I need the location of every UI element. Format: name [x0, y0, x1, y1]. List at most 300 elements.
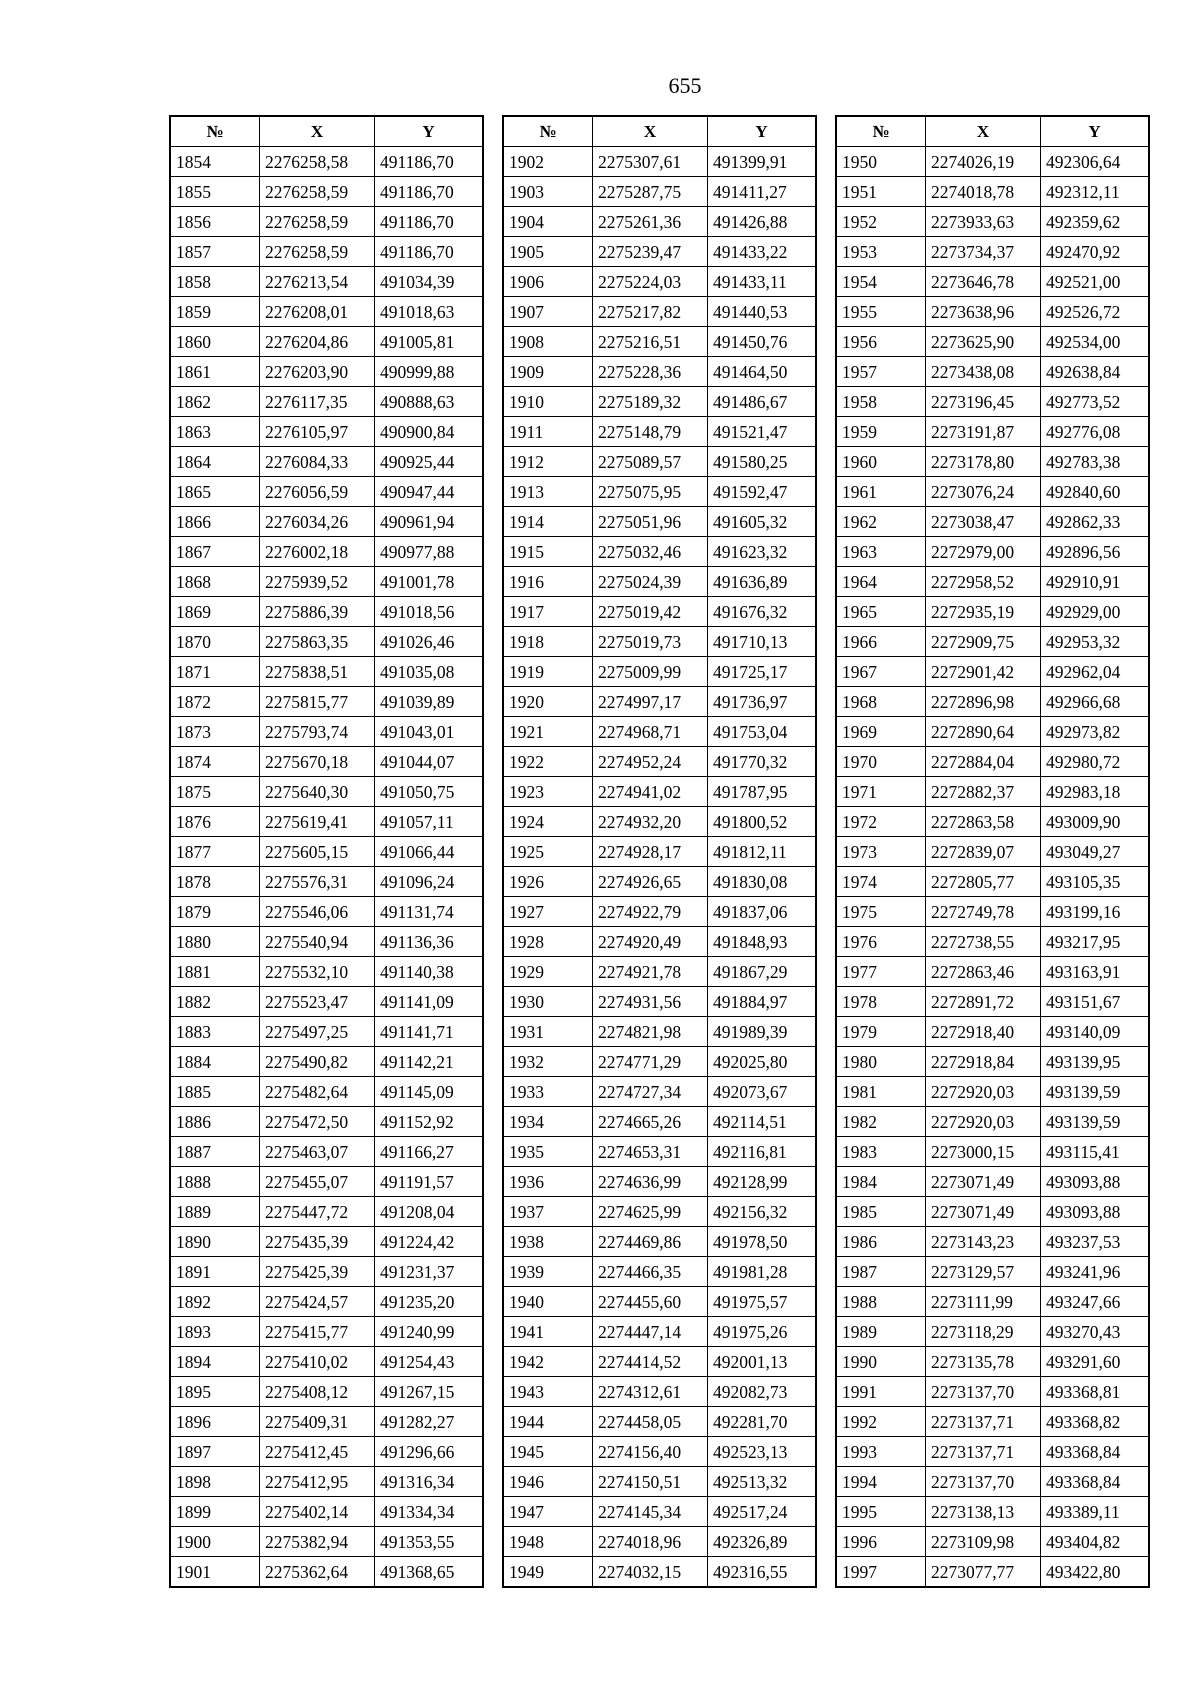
point-number-cell: 1883	[171, 1017, 260, 1047]
y-coordinate-cell: 491005,81	[375, 327, 483, 357]
point-number-cell: 1931	[504, 1017, 593, 1047]
point-number-cell: 1996	[837, 1527, 926, 1557]
point-number-cell: 1922	[504, 747, 593, 777]
y-coordinate-cell: 492773,52	[1041, 387, 1149, 417]
x-coordinate-cell: 2273178,80	[926, 447, 1041, 477]
table-row	[171, 1047, 483, 1077]
point-number-cell: 1872	[171, 687, 260, 717]
table-row	[504, 297, 816, 327]
point-number-cell: 1887	[171, 1137, 260, 1167]
x-coordinate-cell: 2274026,19	[926, 147, 1041, 177]
table-row	[837, 1017, 1149, 1047]
table-row	[837, 1497, 1149, 1527]
table-row	[837, 1557, 1149, 1587]
point-number-cell: 1967	[837, 657, 926, 687]
y-coordinate-cell: 491152,92	[375, 1107, 483, 1137]
point-number-cell: 1917	[504, 597, 593, 627]
point-number-cell: 1856	[171, 207, 260, 237]
y-coordinate-cell: 492966,68	[1041, 687, 1149, 717]
y-coordinate-cell: 491224,42	[375, 1227, 483, 1257]
point-number-cell: 1878	[171, 867, 260, 897]
y-coordinate-cell: 493139,95	[1041, 1047, 1149, 1077]
point-number-cell: 1855	[171, 177, 260, 207]
point-number-cell: 1871	[171, 657, 260, 687]
point-number-cell: 1918	[504, 627, 593, 657]
y-coordinate-cell: 491001,78	[375, 567, 483, 597]
table-row	[837, 627, 1149, 657]
point-number-cell: 1947	[504, 1497, 593, 1527]
y-coordinate-cell: 493237,53	[1041, 1227, 1149, 1257]
point-number-cell: 1936	[504, 1167, 593, 1197]
x-coordinate-cell: 2272920,03	[926, 1077, 1041, 1107]
column-header-x: X	[926, 117, 1041, 147]
point-number-cell: 1854	[171, 147, 260, 177]
table-row	[837, 297, 1149, 327]
table-row	[171, 1227, 483, 1257]
point-number-cell: 1879	[171, 897, 260, 927]
point-number-cell: 1966	[837, 627, 926, 657]
point-number-cell: 1972	[837, 807, 926, 837]
table-row	[837, 207, 1149, 237]
point-number-cell: 1882	[171, 987, 260, 1017]
y-coordinate-cell: 492025,80	[708, 1047, 816, 1077]
x-coordinate-cell: 2275546,06	[260, 897, 375, 927]
y-coordinate-cell: 491035,08	[375, 657, 483, 687]
y-coordinate-cell: 491316,34	[375, 1467, 483, 1497]
y-coordinate-cell: 491753,04	[708, 717, 816, 747]
table-row	[171, 1257, 483, 1287]
table-row	[504, 897, 816, 927]
table-row	[171, 1347, 483, 1377]
table-row	[504, 837, 816, 867]
table-row	[504, 1467, 816, 1497]
table-row	[171, 1017, 483, 1047]
table-row	[837, 807, 1149, 837]
point-number-cell: 1993	[837, 1437, 926, 1467]
x-coordinate-cell: 2273135,78	[926, 1347, 1041, 1377]
x-coordinate-cell: 2272839,07	[926, 837, 1041, 867]
x-coordinate-cell: 2275148,79	[593, 417, 708, 447]
x-coordinate-cell: 2275216,51	[593, 327, 708, 357]
table-row	[171, 387, 483, 417]
y-coordinate-cell: 491580,25	[708, 447, 816, 477]
point-number-cell: 1957	[837, 357, 926, 387]
table-row	[837, 567, 1149, 597]
y-coordinate-cell: 492517,24	[708, 1497, 816, 1527]
y-coordinate-cell: 491018,56	[375, 597, 483, 627]
table-row	[504, 237, 816, 267]
x-coordinate-cell: 2272918,40	[926, 1017, 1041, 1047]
y-coordinate-cell: 493009,90	[1041, 807, 1149, 837]
point-number-cell: 1908	[504, 327, 593, 357]
table-row	[504, 1317, 816, 1347]
y-coordinate-cell: 491096,24	[375, 867, 483, 897]
point-number-cell: 1881	[171, 957, 260, 987]
point-number-cell: 1951	[837, 177, 926, 207]
y-coordinate-cell: 493151,67	[1041, 987, 1149, 1017]
table-row	[171, 657, 483, 687]
point-number-cell: 1985	[837, 1197, 926, 1227]
point-number-cell: 1892	[171, 1287, 260, 1317]
x-coordinate-cell: 2274466,35	[593, 1257, 708, 1287]
point-number-cell: 1926	[504, 867, 593, 897]
point-number-cell: 1925	[504, 837, 593, 867]
y-coordinate-cell: 491830,08	[708, 867, 816, 897]
y-coordinate-cell: 490900,84	[375, 417, 483, 447]
point-number-cell: 1950	[837, 147, 926, 177]
y-coordinate-cell: 491043,01	[375, 717, 483, 747]
y-coordinate-cell: 493389,11	[1041, 1497, 1149, 1527]
y-coordinate-cell: 491186,70	[375, 237, 483, 267]
y-coordinate-cell: 491018,63	[375, 297, 483, 327]
x-coordinate-cell: 2274920,49	[593, 927, 708, 957]
x-coordinate-cell: 2274771,29	[593, 1047, 708, 1077]
y-coordinate-cell: 492073,67	[708, 1077, 816, 1107]
table-row	[837, 357, 1149, 387]
point-number-cell: 1975	[837, 897, 926, 927]
header-row	[171, 117, 483, 147]
x-coordinate-cell: 2274922,79	[593, 897, 708, 927]
table-row	[171, 987, 483, 1017]
y-coordinate-cell: 492470,92	[1041, 237, 1149, 267]
x-coordinate-cell: 2272890,64	[926, 717, 1041, 747]
x-coordinate-cell: 2274665,26	[593, 1107, 708, 1137]
x-coordinate-cell: 2272884,04	[926, 747, 1041, 777]
point-number-cell: 1906	[504, 267, 593, 297]
table-row	[504, 177, 816, 207]
y-coordinate-cell: 492312,11	[1041, 177, 1149, 207]
point-number-cell: 1904	[504, 207, 593, 237]
table-row	[504, 747, 816, 777]
point-number-cell: 1876	[171, 807, 260, 837]
x-coordinate-cell: 2275261,36	[593, 207, 708, 237]
point-number-cell: 1874	[171, 747, 260, 777]
y-coordinate-cell: 491464,50	[708, 357, 816, 387]
point-number-cell: 1986	[837, 1227, 926, 1257]
point-number-cell: 1940	[504, 1287, 593, 1317]
y-coordinate-cell: 491812,11	[708, 837, 816, 867]
table-row	[171, 177, 483, 207]
x-coordinate-cell: 2275410,02	[260, 1347, 375, 1377]
table-row	[171, 477, 483, 507]
y-coordinate-cell: 492082,73	[708, 1377, 816, 1407]
x-coordinate-cell: 2274625,99	[593, 1197, 708, 1227]
table-row	[171, 1317, 483, 1347]
table-row	[837, 597, 1149, 627]
point-number-cell: 1980	[837, 1047, 926, 1077]
x-coordinate-cell: 2273933,63	[926, 207, 1041, 237]
table-row	[171, 957, 483, 987]
point-number-cell: 1912	[504, 447, 593, 477]
y-coordinate-cell: 493115,41	[1041, 1137, 1149, 1167]
x-coordinate-cell: 2273638,96	[926, 297, 1041, 327]
table-row	[837, 837, 1149, 867]
point-number-cell: 1923	[504, 777, 593, 807]
x-coordinate-cell: 2272882,37	[926, 777, 1041, 807]
x-coordinate-cell: 2273646,78	[926, 267, 1041, 297]
table-row	[837, 717, 1149, 747]
point-number-cell: 1935	[504, 1137, 593, 1167]
y-coordinate-cell: 490888,63	[375, 387, 483, 417]
x-coordinate-cell: 2274653,31	[593, 1137, 708, 1167]
point-number-cell: 1864	[171, 447, 260, 477]
x-coordinate-cell: 2275815,77	[260, 687, 375, 717]
point-number-cell: 1987	[837, 1257, 926, 1287]
point-number-cell: 1859	[171, 297, 260, 327]
table-row	[837, 657, 1149, 687]
point-number-cell: 1866	[171, 507, 260, 537]
table-row	[837, 1077, 1149, 1107]
y-coordinate-cell: 491787,95	[708, 777, 816, 807]
y-coordinate-cell: 492521,00	[1041, 267, 1149, 297]
table-row	[504, 1287, 816, 1317]
y-coordinate-cell: 491231,37	[375, 1257, 483, 1287]
coordinates-table	[170, 116, 483, 1587]
y-coordinate-cell: 492862,33	[1041, 507, 1149, 537]
y-coordinate-cell: 493093,88	[1041, 1197, 1149, 1227]
y-coordinate-cell: 491433,22	[708, 237, 816, 267]
x-coordinate-cell: 2275239,47	[593, 237, 708, 267]
y-coordinate-cell: 491592,47	[708, 477, 816, 507]
x-coordinate-cell: 2273076,24	[926, 477, 1041, 507]
x-coordinate-cell: 2272863,58	[926, 807, 1041, 837]
x-coordinate-cell: 2273071,49	[926, 1197, 1041, 1227]
point-number-cell: 1860	[171, 327, 260, 357]
coordinates-table	[503, 116, 816, 1587]
point-number-cell: 1907	[504, 297, 593, 327]
x-coordinate-cell: 2276034,26	[260, 507, 375, 537]
y-coordinate-cell: 493368,81	[1041, 1377, 1149, 1407]
x-coordinate-cell: 2274926,65	[593, 867, 708, 897]
x-coordinate-cell: 2274150,51	[593, 1467, 708, 1497]
x-coordinate-cell: 2274455,60	[593, 1287, 708, 1317]
point-number-cell: 1971	[837, 777, 926, 807]
y-coordinate-cell: 491254,43	[375, 1347, 483, 1377]
y-coordinate-cell: 492929,00	[1041, 597, 1149, 627]
point-number-cell: 1915	[504, 537, 593, 567]
point-number-cell: 1911	[504, 417, 593, 447]
x-coordinate-cell: 2272749,78	[926, 897, 1041, 927]
point-number-cell: 1896	[171, 1407, 260, 1437]
y-coordinate-cell: 490947,44	[375, 477, 483, 507]
point-number-cell: 1861	[171, 357, 260, 387]
y-coordinate-cell: 491440,53	[708, 297, 816, 327]
header-row	[837, 117, 1149, 147]
table-row	[504, 357, 816, 387]
table-row	[837, 987, 1149, 1017]
table-row	[837, 1167, 1149, 1197]
point-number-cell: 1959	[837, 417, 926, 447]
x-coordinate-cell: 2275793,74	[260, 717, 375, 747]
y-coordinate-cell: 491725,17	[708, 657, 816, 687]
table-row	[504, 1347, 816, 1377]
point-number-cell: 1934	[504, 1107, 593, 1137]
y-coordinate-cell: 491050,75	[375, 777, 483, 807]
x-coordinate-cell: 2274941,02	[593, 777, 708, 807]
point-number-cell: 1932	[504, 1047, 593, 1077]
x-coordinate-cell: 2273109,98	[926, 1527, 1041, 1557]
table-row	[504, 387, 816, 417]
point-number-cell: 1991	[837, 1377, 926, 1407]
point-number-cell: 1964	[837, 567, 926, 597]
y-coordinate-cell: 491521,47	[708, 417, 816, 447]
table-row	[171, 267, 483, 297]
x-coordinate-cell: 2275838,51	[260, 657, 375, 687]
y-coordinate-cell: 492973,82	[1041, 717, 1149, 747]
table-row	[504, 1047, 816, 1077]
y-coordinate-cell: 493368,82	[1041, 1407, 1149, 1437]
y-coordinate-cell: 492326,89	[708, 1527, 816, 1557]
table-row	[504, 1497, 816, 1527]
table-row	[837, 1227, 1149, 1257]
point-number-cell: 1893	[171, 1317, 260, 1347]
x-coordinate-cell: 2275863,35	[260, 627, 375, 657]
column-header-y: Y	[708, 117, 816, 147]
y-coordinate-cell: 493247,66	[1041, 1287, 1149, 1317]
point-number-cell: 1978	[837, 987, 926, 1017]
table-row	[171, 327, 483, 357]
table-row	[171, 1467, 483, 1497]
table-row	[837, 507, 1149, 537]
table-row	[171, 357, 483, 387]
table-row	[171, 1137, 483, 1167]
table-row	[837, 1407, 1149, 1437]
table-row	[837, 477, 1149, 507]
table-row	[504, 777, 816, 807]
y-coordinate-cell: 492953,32	[1041, 627, 1149, 657]
point-number-cell: 1865	[171, 477, 260, 507]
x-coordinate-cell: 2274145,34	[593, 1497, 708, 1527]
table-row	[171, 417, 483, 447]
table-row	[504, 597, 816, 627]
x-coordinate-cell: 2273038,47	[926, 507, 1041, 537]
point-number-cell: 1900	[171, 1527, 260, 1557]
point-number-cell: 1992	[837, 1407, 926, 1437]
x-coordinate-cell: 2272935,19	[926, 597, 1041, 627]
x-coordinate-cell: 2276208,01	[260, 297, 375, 327]
x-coordinate-cell: 2273129,57	[926, 1257, 1041, 1287]
x-coordinate-cell: 2275362,64	[260, 1557, 375, 1587]
y-coordinate-cell: 491736,97	[708, 687, 816, 717]
x-coordinate-cell: 2276258,59	[260, 207, 375, 237]
table-row	[504, 1257, 816, 1287]
table-row	[504, 1407, 816, 1437]
table-row	[837, 147, 1149, 177]
x-coordinate-cell: 2274156,40	[593, 1437, 708, 1467]
y-coordinate-cell: 491710,13	[708, 627, 816, 657]
point-number-cell: 1885	[171, 1077, 260, 1107]
point-number-cell: 1942	[504, 1347, 593, 1377]
y-coordinate-cell: 491186,70	[375, 207, 483, 237]
x-coordinate-cell: 2274727,34	[593, 1077, 708, 1107]
table-row	[171, 207, 483, 237]
table-row	[504, 1377, 816, 1407]
y-coordinate-cell: 491141,71	[375, 1017, 483, 1047]
point-number-cell: 1954	[837, 267, 926, 297]
y-coordinate-cell: 493093,88	[1041, 1167, 1149, 1197]
x-coordinate-cell: 2272896,98	[926, 687, 1041, 717]
point-number-cell: 1973	[837, 837, 926, 867]
point-number-cell: 1963	[837, 537, 926, 567]
x-coordinate-cell: 2274921,78	[593, 957, 708, 987]
table-row	[837, 1467, 1149, 1497]
table-row	[171, 507, 483, 537]
x-coordinate-cell: 2276258,58	[260, 147, 375, 177]
x-coordinate-cell: 2273734,37	[926, 237, 1041, 267]
table-row	[837, 1107, 1149, 1137]
x-coordinate-cell: 2275382,94	[260, 1527, 375, 1557]
table-row	[837, 327, 1149, 357]
y-coordinate-cell: 492638,84	[1041, 357, 1149, 387]
y-coordinate-cell: 491368,65	[375, 1557, 483, 1587]
y-coordinate-cell: 492513,32	[708, 1467, 816, 1497]
table-row	[504, 1557, 816, 1587]
x-coordinate-cell: 2275051,96	[593, 507, 708, 537]
x-coordinate-cell: 2275189,32	[593, 387, 708, 417]
table-row	[171, 807, 483, 837]
coordinates-table	[836, 116, 1149, 1587]
table-row	[837, 387, 1149, 417]
x-coordinate-cell: 2275089,57	[593, 447, 708, 477]
table-row	[837, 1527, 1149, 1557]
table-row	[171, 447, 483, 477]
point-number-cell: 1981	[837, 1077, 926, 1107]
x-coordinate-cell: 2274447,14	[593, 1317, 708, 1347]
point-number-cell: 1880	[171, 927, 260, 957]
x-coordinate-cell: 2275408,12	[260, 1377, 375, 1407]
table-row	[504, 327, 816, 357]
point-number-cell: 1898	[171, 1467, 260, 1497]
point-number-cell: 1990	[837, 1347, 926, 1377]
point-number-cell: 1943	[504, 1377, 593, 1407]
x-coordinate-cell: 2275435,39	[260, 1227, 375, 1257]
x-coordinate-cell: 2276117,35	[260, 387, 375, 417]
point-number-cell: 1905	[504, 237, 593, 267]
x-coordinate-cell: 2275412,95	[260, 1467, 375, 1497]
y-coordinate-cell: 493139,59	[1041, 1107, 1149, 1137]
x-coordinate-cell: 2275217,82	[593, 297, 708, 327]
y-coordinate-cell: 491039,89	[375, 687, 483, 717]
table-row	[171, 1107, 483, 1137]
y-coordinate-cell: 491989,39	[708, 1017, 816, 1047]
x-coordinate-cell: 2275886,39	[260, 597, 375, 627]
x-coordinate-cell: 2274928,17	[593, 837, 708, 867]
x-coordinate-cell: 2275532,10	[260, 957, 375, 987]
x-coordinate-cell: 2273071,49	[926, 1167, 1041, 1197]
y-coordinate-cell: 492128,99	[708, 1167, 816, 1197]
table-row	[837, 417, 1149, 447]
x-coordinate-cell: 2276258,59	[260, 177, 375, 207]
x-coordinate-cell: 2275939,52	[260, 567, 375, 597]
column-header-y: Y	[1041, 117, 1149, 147]
table-row	[171, 747, 483, 777]
table-row	[837, 1317, 1149, 1347]
x-coordinate-cell: 2276213,54	[260, 267, 375, 297]
x-coordinate-cell: 2274032,15	[593, 1557, 708, 1587]
y-coordinate-cell: 493140,09	[1041, 1017, 1149, 1047]
point-number-cell: 1965	[837, 597, 926, 627]
table-row	[171, 1557, 483, 1587]
y-coordinate-cell: 491636,89	[708, 567, 816, 597]
table-row	[171, 567, 483, 597]
point-number-cell: 1929	[504, 957, 593, 987]
table-row	[171, 627, 483, 657]
y-coordinate-cell: 493163,91	[1041, 957, 1149, 987]
table-row	[504, 957, 816, 987]
table-row	[504, 1197, 816, 1227]
x-coordinate-cell: 2275447,72	[260, 1197, 375, 1227]
y-coordinate-cell: 491057,11	[375, 807, 483, 837]
